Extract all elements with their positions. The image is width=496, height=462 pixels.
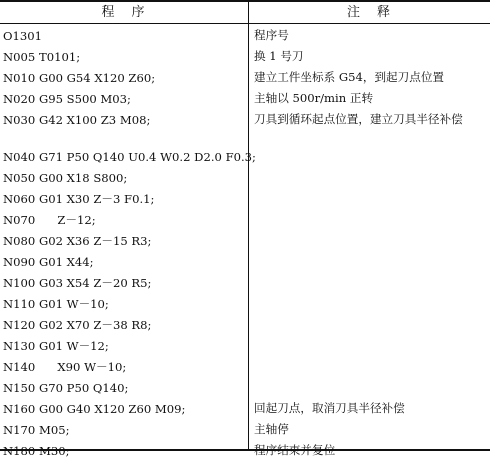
comment-cell: 主轴以 500r/min 正转: [254, 91, 374, 105]
table-row: [0, 231, 490, 252]
table-row: [0, 420, 490, 441]
comment-cell: 刀具到循环起点位置，建立刀具半径补偿: [254, 112, 463, 126]
comment-cell: 程序结束并复位: [254, 443, 336, 457]
program-cell: N160 G00 G40 X120 Z60 M09;: [3, 402, 186, 416]
table-row: [0, 89, 490, 110]
program-cell: N120 G02 X70 Z－38 R8;: [3, 318, 152, 332]
program-cell: N100 G03 X54 Z－20 R5;: [3, 276, 152, 290]
program-cell: O1301: [3, 29, 43, 43]
header-program: 程 序: [101, 5, 147, 20]
table-row: [0, 252, 490, 273]
program-cell: N060 G01 X30 Z－3 F0.1;: [3, 192, 155, 206]
comment-cell: 建立工件坐标系 G54，到起刀点位置: [254, 70, 445, 84]
header-rule: [0, 23, 490, 24]
table-row: [0, 168, 490, 189]
table-row: [0, 189, 490, 210]
table-row: [0, 147, 490, 168]
program-cell: N030 G42 X100 Z3 M08;: [3, 113, 151, 127]
table-body: [0, 26, 490, 462]
table-row: [0, 47, 490, 68]
program-cell: N070 Z－12;: [3, 213, 96, 227]
program-cell: N110 G01 W－10;: [3, 297, 109, 311]
table-row: [0, 336, 490, 357]
table-row: [0, 110, 490, 147]
comment-cell: 换 1 号刀: [254, 49, 304, 63]
table-row: [0, 210, 490, 231]
program-cell: N040 G71 P50 Q140 U0.4 W0.2 D2.0 F0.3;: [3, 150, 256, 164]
comment-cell: 主轴停: [254, 422, 289, 436]
table-row: [0, 378, 490, 399]
table-row: [0, 26, 490, 47]
program-cell: N010 G00 G54 X120 Z60;: [3, 71, 156, 85]
comment-cell: 回起刀点，取消刀具半径补偿: [254, 401, 405, 415]
program-cell: N150 G70 P50 Q140;: [3, 381, 129, 395]
program-cell: N090 G01 X44;: [3, 255, 94, 269]
table-row: [0, 315, 490, 336]
header-comment: 注 释: [346, 5, 392, 20]
comment-cell: 程序号: [254, 28, 289, 42]
table-row: [0, 68, 490, 89]
program-cell: N130 G01 W－12;: [3, 339, 109, 353]
program-cell: N140 X90 W－10;: [3, 360, 127, 374]
program-cell: N180 M30;: [3, 444, 70, 458]
program-cell: N050 G00 X18 S800;: [3, 171, 128, 185]
program-cell: N170 M05;: [3, 423, 70, 437]
program-cell: N080 G02 X36 Z－15 R3;: [3, 234, 152, 248]
table-row: [0, 273, 490, 294]
table-row: [0, 357, 490, 378]
table-row: [0, 399, 490, 420]
table-top-rule: [0, 0, 490, 2]
program-cell: N020 G95 S500 M03;: [3, 92, 131, 106]
table-row: [0, 294, 490, 315]
program-cell: N005 T0101;: [3, 50, 81, 64]
